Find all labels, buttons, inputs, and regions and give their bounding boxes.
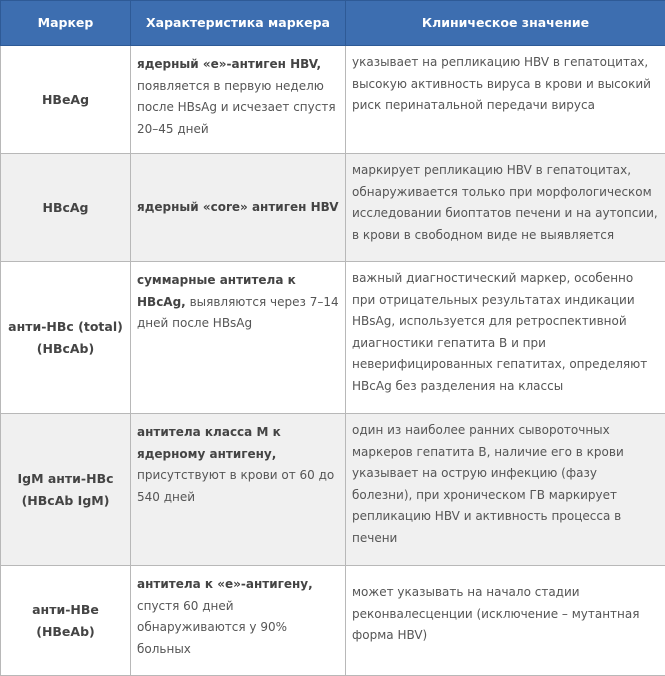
table-row (1, 154, 665, 262)
characteristic-bold: антитела класса М к ядерному антигену, (137, 425, 281, 461)
characteristic-bold: ядерный «е»-антиген HBV, (137, 57, 321, 71)
header-marker: Маркер (1, 1, 131, 46)
characteristic-text: присутствуют в крови от 60 до 540 дней (137, 468, 334, 504)
marker-cell: анти-HBe (HBeAb) (1, 566, 131, 676)
characteristic-bold: ядерный «core» антиген HBV (137, 200, 339, 214)
characteristic-text: спустя 60 дней обнаруживаются у 90% больных (137, 599, 287, 656)
clinical-cell: один из наиболее ранних сывороточных маркеров гепатита В, наличие его в крови указывает на острую инфекцию (фазу болезни), при хроническом ГВ маркирует репликацию HBV и активность процесса в печени (346, 414, 665, 566)
table-row (1, 262, 665, 414)
characteristic-cell (131, 262, 346, 414)
characteristic-cell (131, 46, 346, 154)
header-clinical: Клиническое значение (346, 1, 665, 46)
marker-cell: HBcAg (1, 154, 131, 262)
table-row (1, 46, 665, 154)
characteristic-bold: суммарные антитела к HBcAg, (137, 273, 296, 309)
header-characteristic: Характеристика маркера (131, 1, 346, 46)
characteristic-cell (131, 566, 346, 676)
clinical-cell: маркирует репликацию HBV в гепатоцитах, обнаруживается только при морфологическом исследовании биоптатов печени и на аутопсии, в крови в свободном виде не выявляется (346, 154, 665, 262)
characteristic-text: выявляются через 7–14 дней после HBsAg (137, 295, 339, 331)
clinical-cell: важный диагностический маркер, особенно при отрицательных результатах индикации HBsAg, используется для ретроспективной диагностики гепатита В и при неверифицированных гепатитах, определяют HBcAg без разделения на классы (346, 262, 665, 414)
characteristic-cell (131, 414, 346, 566)
table-row (1, 414, 665, 566)
table-row (1, 566, 665, 676)
characteristic-bold: антитела к «е»-антигену, (137, 577, 313, 591)
clinical-cell: может указывать на начало стадии реконвалесценции (исключение – мутантная форма HBV) (346, 566, 665, 676)
characteristic-text: появляется в первую неделю после HBsAg и исчезает спустя 20–45 дней (137, 79, 336, 136)
marker-cell: HBeAg (1, 46, 131, 154)
characteristic-cell (131, 154, 346, 262)
clinical-cell: указывает на репликацию HBV в гепатоцитах, высокую активность вируса в крови и высокий риск перинатальной передачи вируса (346, 46, 665, 154)
marker-cell: IgM анти-HBc (HBcAb IgM) (1, 414, 131, 566)
marker-cell: анти-HBc (total) (HBcAb) (1, 262, 131, 414)
header-row (1, 1, 665, 46)
